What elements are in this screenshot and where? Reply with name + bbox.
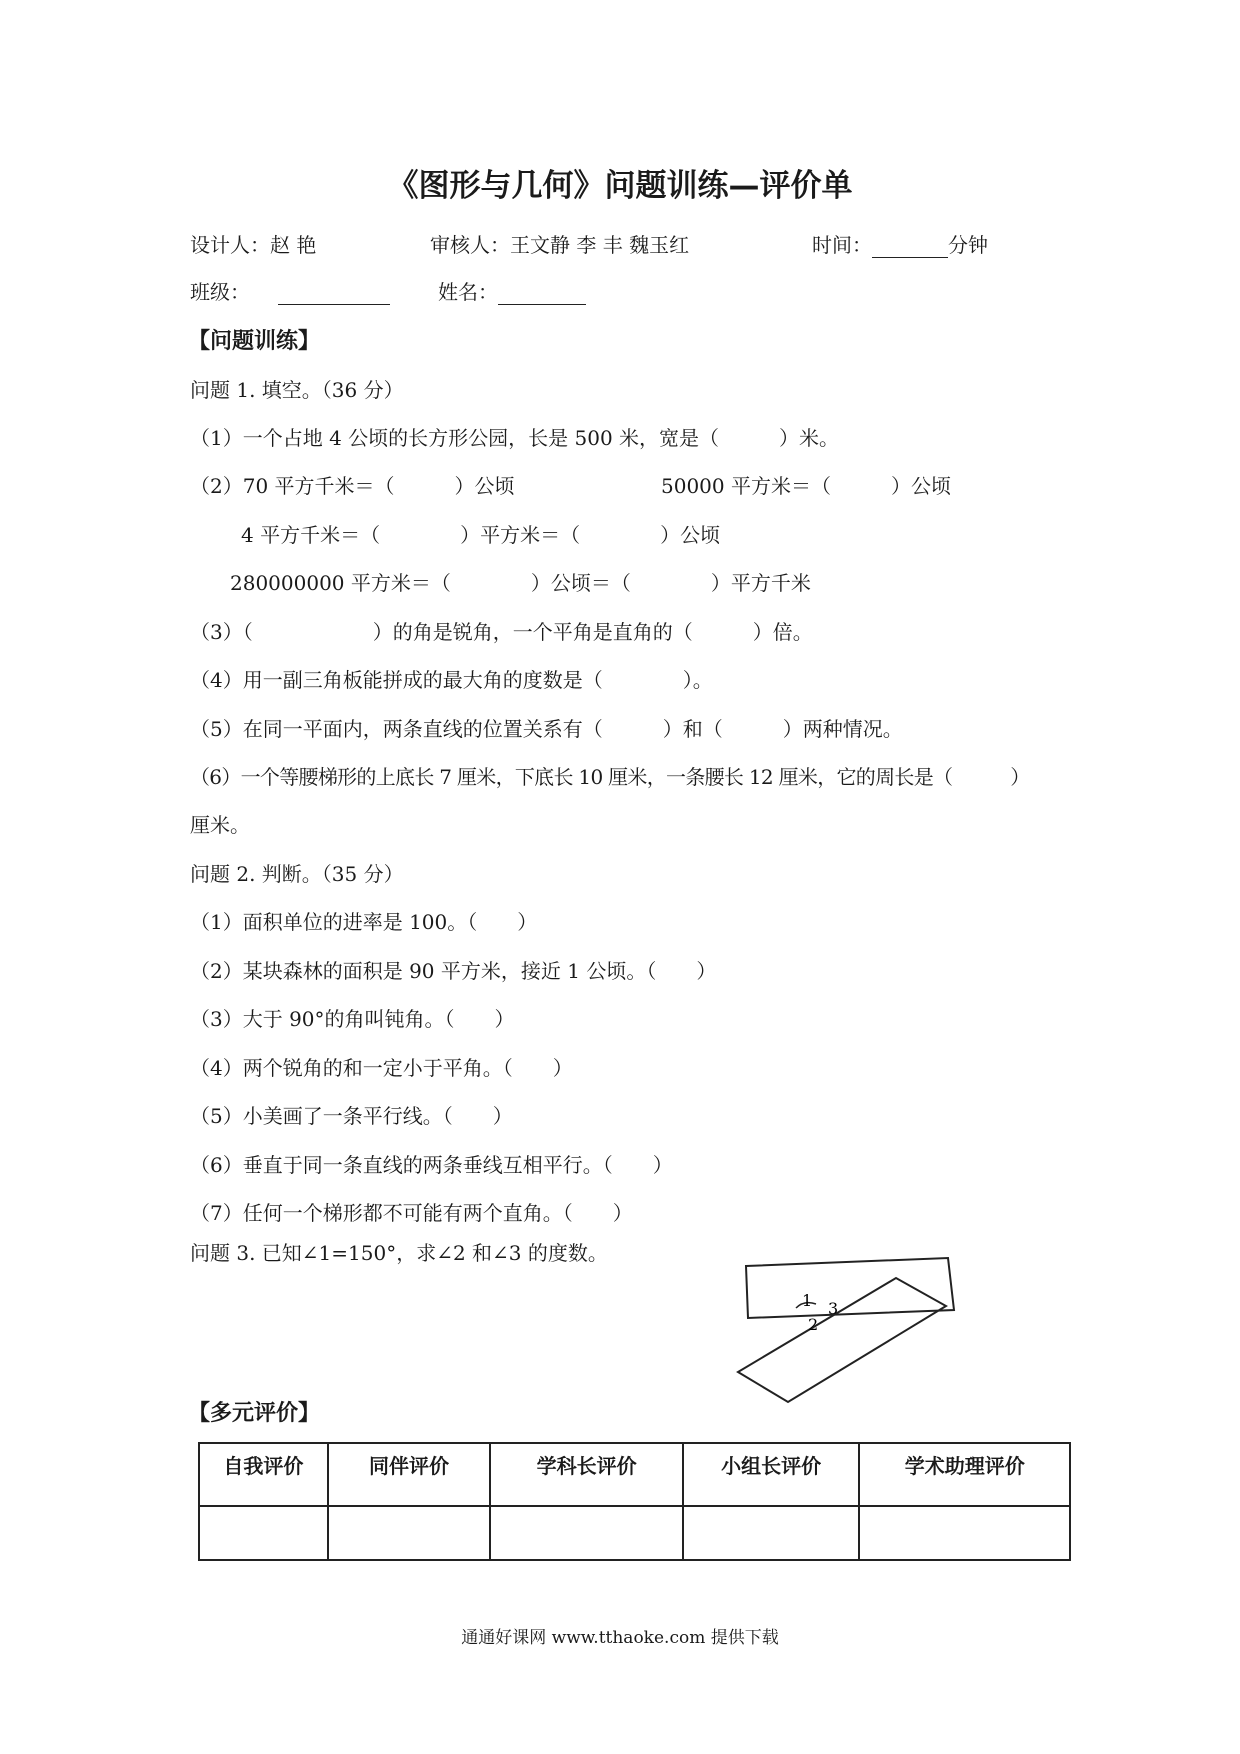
q1-item: （4）用一副三角板能拼成的最大角的度数是（ ）。 [190, 668, 713, 692]
eval-cell-self[interactable] [199, 1506, 328, 1560]
q1-item: （1）一个占地 4 公顷的长方形公园，长是 500 米，宽是（ ）米。 [190, 426, 840, 450]
time-unit: 分钟 [948, 233, 988, 257]
page-title: 《图形与几何》问题训练—评价单 [387, 168, 853, 204]
eval-header-group-leader: 小组长评价 [683, 1443, 860, 1506]
time-label: 时间： [812, 233, 872, 257]
q1-item: 4 平方千米＝（ ）平方米＝（ ）公顷 [241, 523, 721, 547]
q1-item: （5）在同一平面内，两条直线的位置关系有（ ）和（ ）两种情况。 [190, 717, 903, 741]
q1-item: （6）一个等腰梯形的上底长 7 厘米，下底长 10 厘米，一条腰长 12 厘米，它的周长是（ ） [190, 765, 1030, 789]
reviewer-label: 审核人：王文静 李 丰 魏玉红 [430, 233, 690, 257]
eval-header-self: 自我评价 [199, 1443, 328, 1506]
eval-cell-group-leader[interactable] [683, 1506, 860, 1560]
q1-item: 50000 平方米＝（ ）公顷 [661, 474, 951, 498]
q2-item: （7）任何一个梯形都不可能有两个直角。（ ） [190, 1201, 633, 1225]
angle-label-2: 2 [808, 1315, 819, 1334]
lower-strip [738, 1278, 946, 1402]
q2-heading: 问题 2. 判断。（35 分） [190, 862, 404, 886]
q1-item: 280000000 平方米＝（ ）公顷＝（ ）平方千米 [230, 571, 811, 595]
angle-label-3: 3 [828, 1299, 839, 1318]
q3-heading: 问题 3. 已知∠1=150°，求∠2 和∠3 的度数。 [190, 1241, 608, 1265]
footer-credit: 通通好课网 www.tthaoke.com 提供下载 [461, 1628, 779, 1648]
class-blank[interactable] [278, 284, 390, 305]
time-field [812, 229, 988, 258]
section-practice-heading: 【问题训练】 [188, 329, 321, 354]
eval-header-subject-leader: 学科长评价 [490, 1443, 683, 1506]
name-blank[interactable] [498, 284, 586, 305]
name-field [438, 276, 586, 305]
designer-label: 设计人：赵 艳 [190, 233, 317, 257]
q1-item: 厘米。 [190, 813, 250, 837]
section-eval-heading: 【多元评价】 [188, 1401, 321, 1426]
q2-item: （5）小美画了一条平行线。（ ） [190, 1104, 513, 1128]
eval-header-academic-assistant: 学术助理评价 [859, 1443, 1070, 1506]
q1-heading: 问题 1. 填空。（36 分） [190, 378, 404, 402]
eval-cell-subject-leader[interactable] [490, 1506, 683, 1560]
class-field [190, 276, 390, 305]
parallelogram-figure [730, 1252, 970, 1404]
eval-cell-peer[interactable] [328, 1506, 491, 1560]
eval-header-peer: 同伴评价 [328, 1443, 491, 1506]
name-label: 姓名： [438, 280, 498, 304]
q2-item: （2）某块森林的面积是 90 平方米，接近 1 公顷。（ ） [190, 959, 717, 983]
time-blank[interactable] [872, 237, 948, 258]
angle-label-1: 1 [802, 1291, 813, 1310]
q2-item: （6）垂直于同一条直线的两条垂线互相平行。（ ） [190, 1153, 673, 1177]
upper-strip [746, 1258, 954, 1318]
q1-item: （3）（ ）的角是锐角，一个平角是直角的（ ）倍。 [190, 620, 813, 644]
q2-item: （3）大于 90°的角叫钝角。（ ） [190, 1007, 515, 1031]
eval-cell-academic-assistant[interactable] [859, 1506, 1070, 1560]
q1-item: （2）70 平方千米＝（ ）公顷 [190, 474, 515, 498]
evaluation-table [198, 1442, 1071, 1561]
q2-item: （1）面积单位的进率是 100。（ ） [190, 910, 538, 934]
class-label: 班级： [190, 280, 250, 304]
q2-item: （4）两个锐角的和一定小于平角。（ ） [190, 1056, 573, 1080]
